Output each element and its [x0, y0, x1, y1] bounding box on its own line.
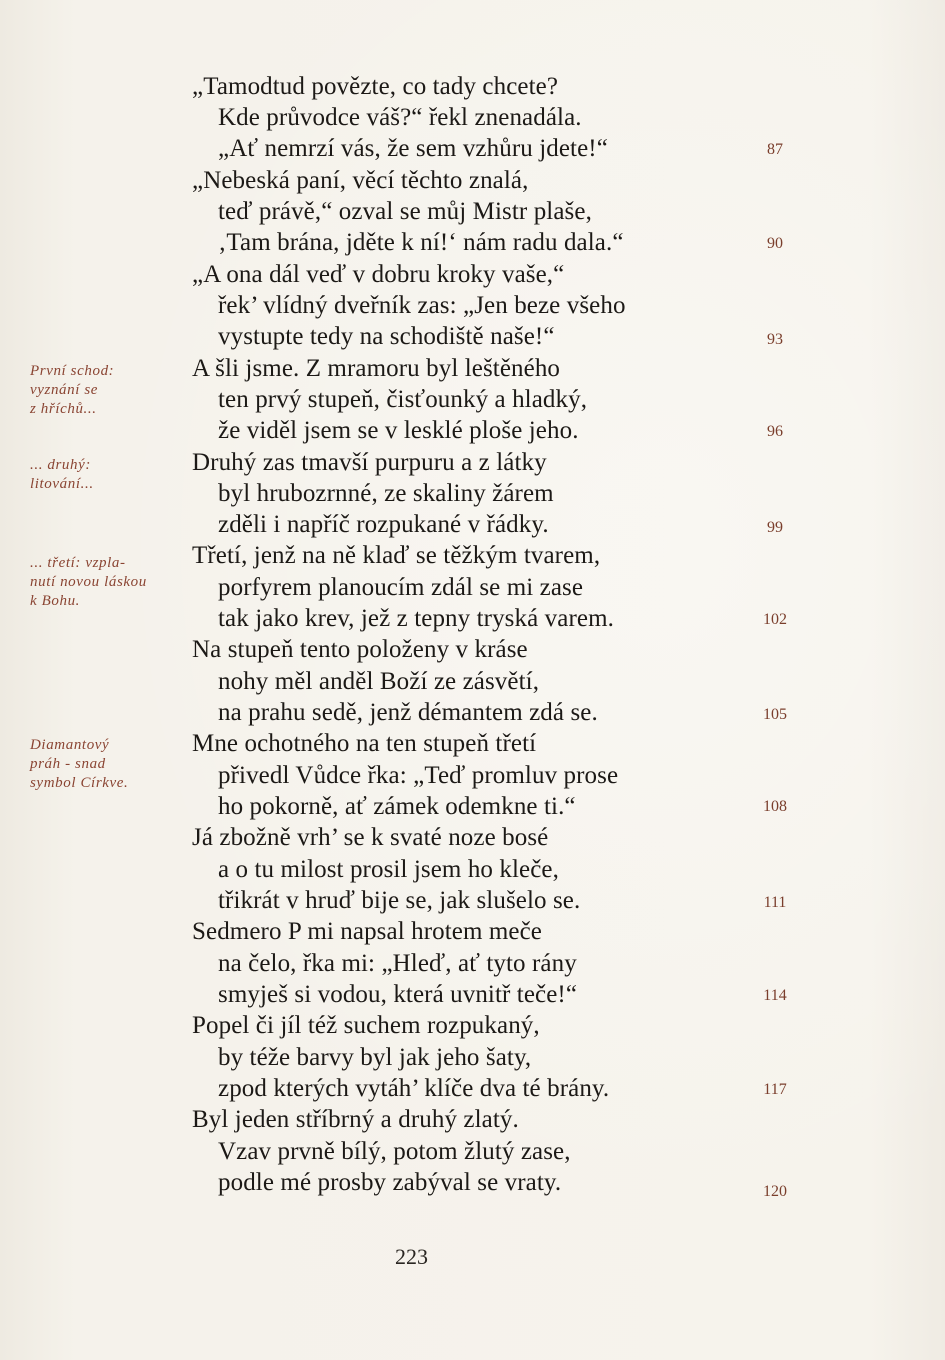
verse-line: ‚Tam brána, jděte k ní!‘ nám radu dala.“	[218, 229, 624, 256]
verse-line: že viděl jsem se v lesklé ploše jeho.	[218, 417, 579, 444]
line-number: 105	[763, 706, 787, 723]
line-number: 120	[763, 1183, 787, 1200]
gloss-line: vyznání se	[30, 382, 99, 398]
verse-line: ho pokorně, ať zámek odemkne ti.“	[218, 793, 576, 820]
verse-line: nohy měl anděl Boží ze zásvětí,	[218, 668, 540, 695]
gloss-line: k Bohu.	[30, 593, 81, 609]
margin-gloss	[30, 554, 180, 611]
verse-line: byl hrubozrnné, ze skaliny žárem	[218, 480, 554, 507]
verse-line: „Ať nemrzí vás, že sem vzhůru jdete!“	[218, 135, 608, 162]
line-number: 111	[763, 894, 787, 911]
line-number: 108	[763, 798, 787, 815]
margin-gloss	[30, 456, 180, 494]
gloss-line: z hříchů...	[30, 401, 97, 417]
verse-line: A šli jsme. Z mramoru byl leštěného	[192, 355, 561, 382]
line-number: 96	[767, 423, 783, 440]
verse-line: Druhý zas tmavší purpuru a z látky	[192, 449, 547, 476]
verse-line: na čelo, řka mi: „Hleď, ať tyto rány	[218, 950, 577, 977]
verse-line: Třetí, jenž na ně klaď se těžkým tvarem,	[192, 542, 601, 569]
verse-line: Kde průvodce váš?“ řekl znenadála.	[218, 104, 582, 131]
verse-line: Popel či jíl též suchem rozpukaný,	[192, 1012, 540, 1039]
line-number: 102	[763, 611, 787, 628]
gloss-line: nutí novou láskou	[30, 574, 147, 590]
gloss-line: První schod:	[30, 363, 115, 379]
verse-line: zděli i napříč rozpukané v řádky.	[218, 511, 549, 538]
gloss-line: litování...	[30, 476, 94, 492]
gloss-line: ... druhý:	[30, 457, 91, 473]
verse-line: třikrát v hruď bije se, jak slušelo se.	[218, 887, 581, 914]
verse-line: „Tamodtud povězte, co tady chcete?	[192, 73, 559, 100]
verse-line: Já zbožně vrh’ se k svaté noze bosé	[192, 824, 549, 851]
margin-gloss	[30, 362, 180, 419]
line-number: 117	[763, 1081, 787, 1098]
margin-gloss	[30, 736, 180, 793]
verse-line: podle mé prosby zabýval se vraty.	[218, 1169, 562, 1196]
line-number: 90	[767, 235, 783, 252]
line-number: 99	[767, 519, 783, 536]
verse-line: by téže barvy byl jak jeho šaty,	[218, 1044, 532, 1071]
verse-line: teď právě,“ ozval se můj Mistr plaše,	[218, 198, 592, 225]
verse-line: „Nebeská paní, věcí těchto znalá,	[192, 167, 529, 194]
verse-line: smyješ si vodou, která uvnitř teče!“	[218, 981, 578, 1008]
verse-line: zpod kterých vytáh’ klíče dva té brány.	[218, 1075, 610, 1102]
verse-line: porfyrem planoucím zdál se mi zase	[218, 574, 584, 601]
verse-line: „A ona dál veď v dobru kroky vaše,“	[192, 261, 565, 288]
verse-line: tak jako krev, jež z tepny tryská varem.	[218, 605, 614, 632]
verse-line: řek’ vlídný dveřník zas: „Jen beze všeho	[218, 292, 626, 319]
verse-line: Vzav prvně bílý, potom žlutý zase,	[218, 1138, 571, 1165]
verse-line: ten prvý stupeň, čisťounký a hladký,	[218, 386, 588, 413]
verse-line: a o tu milost prosil jsem ho kleče,	[218, 856, 559, 883]
verse-line: Byl jeden stříbrný a druhý zlatý.	[192, 1106, 519, 1133]
gloss-line: Diamantový	[30, 737, 110, 753]
verse-line: přivedl Vůdce řka: „Teď promluv prose	[218, 762, 619, 789]
gloss-line: symbol Církve.	[30, 775, 129, 791]
gloss-line: práh - snad	[30, 756, 106, 772]
verse-line: Mne ochotného na ten stupeň třetí	[192, 730, 537, 757]
verse-line: vystupte tedy na schodiště naše!“	[218, 323, 555, 350]
line-number: 93	[767, 331, 783, 348]
line-number: 114	[763, 987, 787, 1004]
verse-line: na prahu sedě, jenž démantem zdá se.	[218, 699, 598, 726]
page-number: 223	[395, 1244, 428, 1269]
verse-line: Sedmero P mi napsal hrotem meče	[192, 918, 542, 945]
gloss-line: ... třetí: vzpla-	[30, 555, 126, 571]
line-number: 87	[767, 141, 783, 158]
verse-line: Na stupeň tento položeny v kráse	[192, 636, 528, 663]
